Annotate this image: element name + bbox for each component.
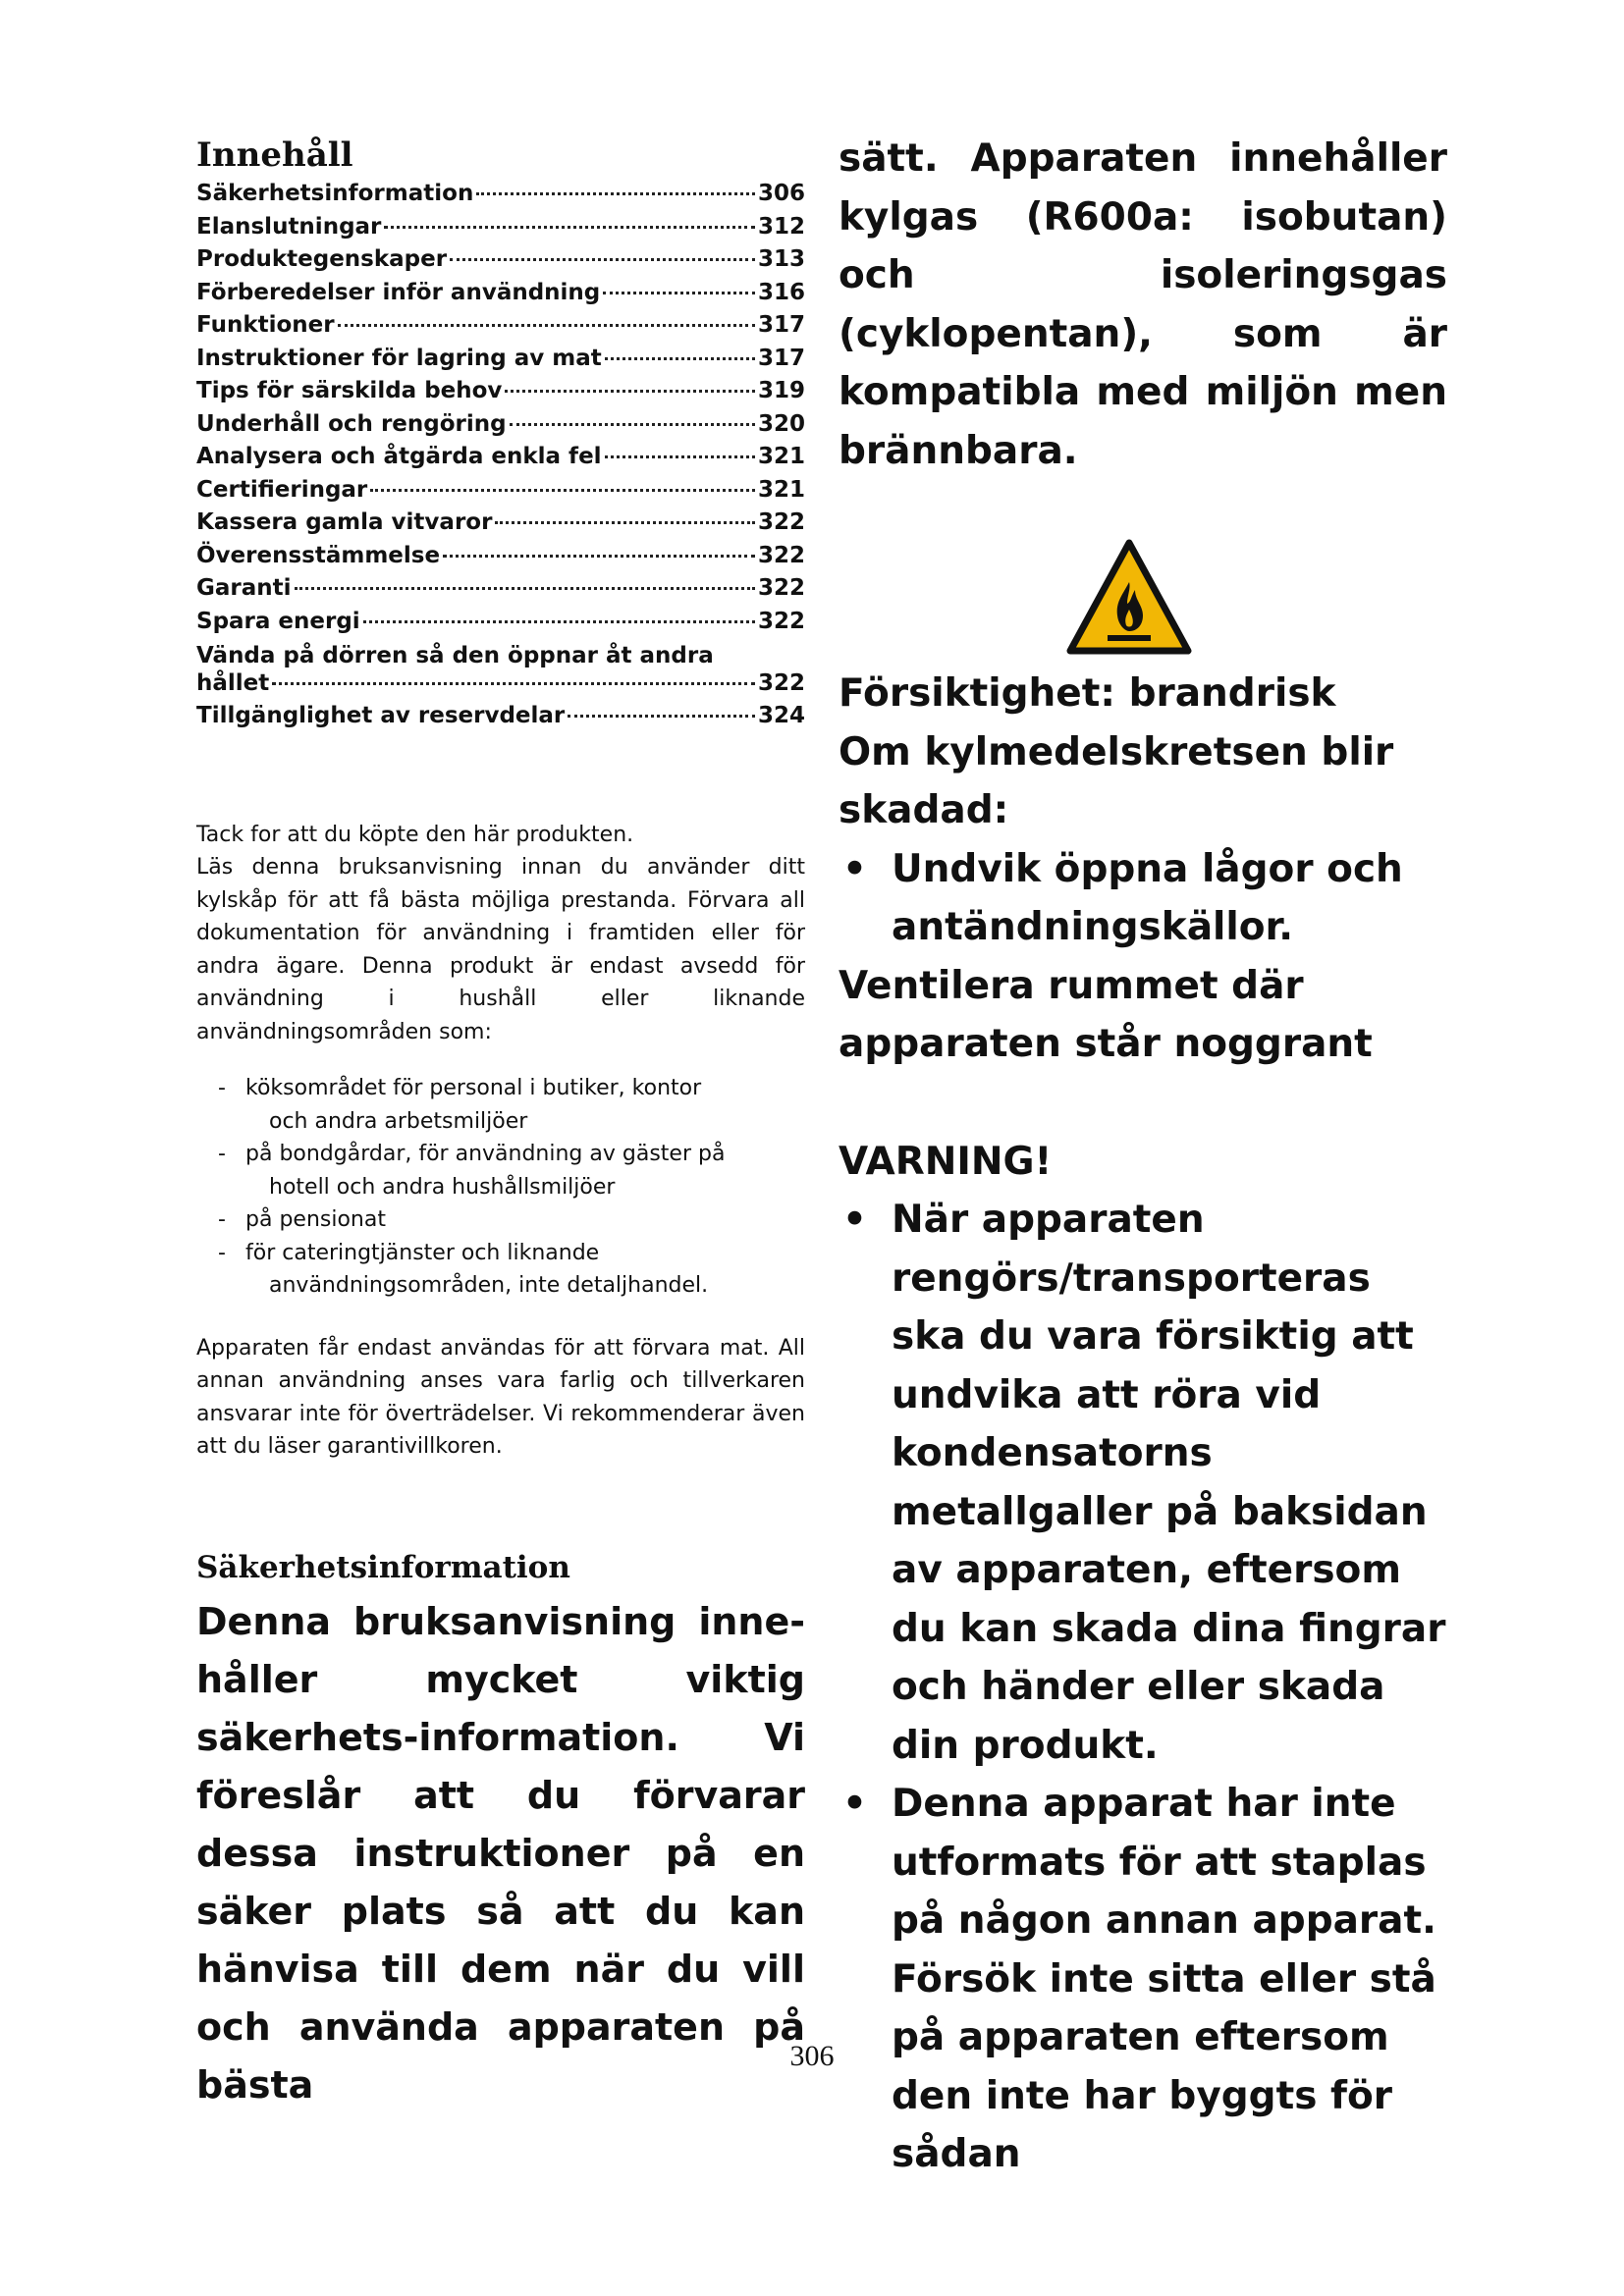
- toc-entry-title: Spara energi: [196, 608, 360, 634]
- toc-leader: [568, 715, 755, 718]
- toc-entry[interactable]: [196, 346, 805, 379]
- toc-entry[interactable]: [196, 411, 805, 445]
- warning-title: VARNING!: [839, 1139, 1053, 1184]
- list-item: [218, 1203, 805, 1237]
- intro-paragraph-2: Apparaten får endast användas för att förvara mat. All annan användning anses vara farlig och tillverkaren ansvarar inte för överträdelser. Vi rekommenderar även att du läser garantivillkoren.: [196, 1335, 805, 1459]
- toc-entry-title: Garanti: [196, 575, 292, 601]
- intro-thanks: Tack for att du köpte den här produkten.: [196, 822, 634, 847]
- toc-entry-page: 322: [757, 670, 805, 696]
- caution-title: Försiktighet: brandrisk: [839, 671, 1336, 716]
- list-item-line2: hotell och andra hushållsmiljöer: [269, 1174, 616, 1200]
- toc-entry-title: Säkerhetsinformation: [196, 181, 474, 206]
- toc-entry-title: Förberedelser inför användning: [196, 279, 601, 305]
- toc-entry[interactable]: [196, 444, 805, 477]
- toc-entry-page: 319: [757, 378, 805, 403]
- toc-entry-page: 321: [757, 444, 805, 469]
- important-notice: Denna bruksanvisning inne-håller mycket viktig säkerhets-information. Vi föreslår att du förvarar dessa instruktioner på en säker plats så att du kan hänvisa till dem när du vill och använda apparaten på bästa: [196, 1599, 805, 2107]
- toc-leader: [443, 555, 755, 558]
- toc-entry[interactable]: [196, 477, 805, 510]
- caution-body: Om kylmedelskretsen blir skadad:: [839, 729, 1394, 832]
- list-item: [218, 1138, 805, 1203]
- toc-title: Innehåll: [196, 135, 353, 175]
- toc-leader: [505, 390, 755, 393]
- toc-leader: [450, 258, 755, 261]
- toc-leader: [370, 489, 755, 492]
- list-item-line1: för cateringtjänster och liknande: [245, 1240, 600, 1265]
- list-item-line1: köksområdet för personal i butiker, kontor: [245, 1076, 702, 1100]
- toc-entry-page: 316: [757, 279, 805, 305]
- toc-entry-title: Certifieringar: [196, 476, 368, 503]
- toc-leader: [384, 226, 755, 229]
- toc-leader: [510, 423, 755, 426]
- intro-section: [196, 819, 805, 1049]
- toc-entry[interactable]: [196, 181, 805, 214]
- intro-paragraph: Läs denna bruksanvisning innan du använder ditt kylskåp för att få bästa möjliga prestanda. Förvara all dokumentation för användning i framtiden eller för andra ägare. Denna produkt är endast avsedd för användning i hushåll eller liknande användningsområden som:: [196, 855, 805, 1044]
- toc-entry-title: Instruktioner för lagring av mat: [196, 345, 602, 371]
- toc-entry-title: Produktegenskaper: [196, 246, 448, 272]
- toc-entry-title: Tips för särskilda behov: [196, 378, 503, 403]
- toc-leader: [603, 292, 755, 294]
- toc-entry[interactable]: [196, 280, 805, 313]
- toc-entry-title: Tillgänglighet av reservdelar: [196, 703, 566, 728]
- flammable-warning-icon: [1066, 539, 1192, 657]
- warning-list: [839, 1191, 1447, 2184]
- list-item: [218, 1237, 805, 1303]
- toc-leader: [605, 455, 755, 458]
- toc-leader: [605, 357, 755, 360]
- toc-entry-title-line2: hållet: [196, 670, 270, 696]
- toc-leader: [495, 521, 755, 524]
- left-column: [196, 135, 805, 2114]
- toc-entry-title-line1: Vända på dörren så den öppnar åt andra: [196, 643, 714, 668]
- page-number: 306: [789, 2040, 835, 2072]
- toc-leader: [295, 587, 755, 590]
- toc-entry-title: Funktioner: [196, 312, 335, 338]
- toc-entry[interactable]: [196, 214, 805, 247]
- toc-entry[interactable]: [196, 543, 805, 576]
- toc-leader: [272, 682, 755, 685]
- toc-entry[interactable]: [196, 378, 805, 411]
- table-of-contents: [196, 181, 805, 736]
- list-item: [218, 1072, 805, 1138]
- list-item-line1: på pensionat: [245, 1207, 386, 1232]
- toc-entry-page: 321: [757, 476, 805, 503]
- list-item-line2: användningsområden, inte detaljhandel.: [269, 1273, 709, 1298]
- toc-entry-page: 322: [757, 509, 805, 535]
- toc-leader: [338, 324, 755, 327]
- ventilate-instruction: Ventilera rummet där apparaten står noggrant: [839, 963, 1373, 1066]
- list-item: • När apparaten rengörs/transporteras ska du vara försiktig att undvika att röra vid kondensatorns metallgaller på baksidan av apparaten, eftersom du kan skada dina fingrar och händer eller skada din produkt.: [839, 1191, 1447, 1775]
- toc-leader: [476, 192, 755, 195]
- list-item-line1: på bondgårdar, för användning av gäster på: [245, 1142, 726, 1166]
- list-item-line2: och andra arbetsmiljöer: [269, 1108, 528, 1134]
- refrigerant-info: sätt. Apparaten innehåller kylgas (R600a: isobutan) och isoleringsgas (cyklopentan), som är kompatibla med miljön men brännbara.: [839, 136, 1447, 473]
- toc-entry[interactable]: [196, 703, 805, 736]
- toc-entry-page: 312: [757, 213, 805, 240]
- toc-entry-page: 306: [757, 181, 805, 206]
- intended-use-list: [196, 1072, 805, 1303]
- toc-entry-page: 322: [757, 542, 805, 568]
- toc-entry-page: 320: [757, 410, 805, 437]
- toc-entry-title: Överensstämmelse: [196, 542, 441, 568]
- caution-list: [839, 840, 1447, 957]
- list-item: • Undvik öppna lågor och antändningskällor.: [839, 840, 1447, 957]
- toc-entry-page: 313: [757, 246, 805, 272]
- toc-entry-title: Underhåll och rengöring: [196, 410, 507, 437]
- toc-entry[interactable]: [196, 312, 805, 346]
- toc-entry-page: 317: [757, 345, 805, 371]
- toc-entry[interactable]: [196, 575, 805, 609]
- toc-entry-title: Elanslutningar: [196, 213, 382, 240]
- toc-entry-page: 322: [757, 608, 805, 634]
- toc-entry[interactable]: [196, 246, 805, 280]
- toc-entry-page: 324: [757, 703, 805, 728]
- toc-entry-title: Kassera gamla vitvaror: [196, 509, 493, 535]
- toc-entry[interactable]: [196, 609, 805, 642]
- toc-entry-page: 317: [757, 312, 805, 338]
- toc-entry[interactable]: [196, 641, 805, 703]
- toc-leader: [363, 620, 755, 623]
- toc-entry-page: 322: [757, 575, 805, 601]
- toc-entry[interactable]: [196, 509, 805, 543]
- right-column: [839, 130, 1447, 2184]
- list-item: • Denna apparat har inte utformats för att staplas på någon annan apparat. Försök inte sitta eller stå på apparaten eftersom den inte har byggts för sådan: [839, 1775, 1447, 2184]
- toc-entry-title: Analysera och åtgärda enkla fel: [196, 444, 602, 469]
- section-title: Säkerhetsinformation: [196, 1549, 570, 1585]
